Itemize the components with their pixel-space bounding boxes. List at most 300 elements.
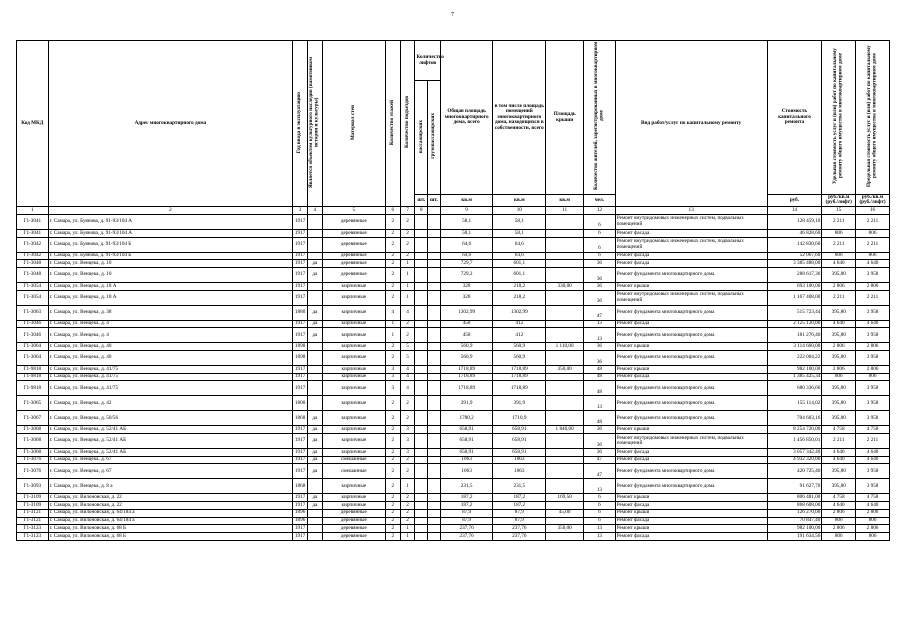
header-roof: Площадь крыши <box>546 41 584 195</box>
cell-floors: 2 <box>385 509 400 517</box>
cell-area-owned: 237,76 <box>493 532 546 540</box>
cell-kod: Г1-3076 <box>17 464 49 479</box>
table-row <box>17 328 890 343</box>
header-year: Год ввода в эксплуатацию <box>296 91 303 153</box>
cell-lifts-pass <box>415 494 428 502</box>
cell-area-total: 328 <box>440 282 493 290</box>
cell-works: Ремонт фасада <box>615 449 767 457</box>
cell-area-owned: 658,91 <box>493 434 546 449</box>
cell-floors: 2 <box>385 260 400 268</box>
cell-area-total: 58,1 <box>440 214 493 229</box>
cell-works: Ремонт крыши <box>615 494 767 502</box>
cell-entrances: 2 <box>400 517 415 525</box>
cell-wall: деревянные <box>322 237 385 252</box>
cell-year: 1868 <box>293 411 308 426</box>
cell-wall: смешанные <box>322 456 385 464</box>
cell-lifts-pass <box>415 290 428 305</box>
cell-roof <box>546 351 584 366</box>
cell-limit-cost: 2 211 <box>856 434 890 449</box>
cell-works: Ремонт крыши <box>615 366 767 374</box>
cell-roof: 169,50 <box>546 494 584 502</box>
header-area-owned: в том числе площадь помещений многоквартирного дома, находящихся в собственности, всего <box>493 41 546 195</box>
cell-residents: 6 <box>584 252 616 260</box>
cell-year: 1917 <box>293 434 308 449</box>
cell-floors: 2 <box>385 517 400 525</box>
cell-limit-cost: 2 806 <box>856 525 890 533</box>
cell-area-owned: 237,76 <box>493 525 546 533</box>
cell-year: 1917 <box>293 290 308 305</box>
cell-year: 1896 <box>293 509 308 517</box>
cell-entrances: 1 <box>400 282 415 290</box>
cell-kod: Г1-3064 <box>17 351 49 366</box>
cell-lifts-cargo <box>428 351 441 366</box>
cell-residents: 6 <box>584 509 616 517</box>
cell-area-owned: 412 <box>493 328 546 343</box>
cell-entrances: 1 <box>400 532 415 540</box>
cell-entrances: 4 <box>400 366 415 374</box>
table-row <box>17 479 890 494</box>
cell-entrances: 2 <box>400 396 415 411</box>
unit-limit-cost: руб./кв.м (руб./лифт) <box>856 195 890 207</box>
cell-entrances: 3 <box>400 434 415 449</box>
cell-area-total: 187,2 <box>440 502 493 510</box>
table-row <box>17 290 890 305</box>
cell-lifts-cargo <box>428 343 441 351</box>
cell-kod: Г1-9818 <box>17 373 49 381</box>
cell-wall: кирпичные <box>322 479 385 494</box>
cell-area-owned: 1063 <box>493 456 546 464</box>
cell-area-owned: 1063 <box>493 464 546 479</box>
cell-kod: Г1-3048 <box>17 267 49 282</box>
cell-area-owned: 1718,89 <box>493 381 546 396</box>
cell-limit-cost: 3 958 <box>856 411 890 426</box>
cell-cost: 680 336,66 <box>767 381 822 396</box>
cell-lifts-cargo <box>428 456 441 464</box>
cell-lifts-cargo <box>428 464 441 479</box>
cell-floors: 2 <box>385 456 400 464</box>
cell-residents: 48 <box>584 411 616 426</box>
cell-entrances: 3 <box>400 426 415 434</box>
cell-limit-cost: 3 958 <box>856 381 890 396</box>
cell-unit-cost: 395,80 <box>822 267 856 282</box>
cell-lifts-cargo <box>428 305 441 320</box>
cell-area-total: 1063 <box>440 464 493 479</box>
cell-lifts-pass <box>415 373 428 381</box>
cell-address: г. Самара, ул. Венцека, д. 52/41 АБ <box>48 449 293 457</box>
cell-area-total: 328 <box>440 290 493 305</box>
cell-kod: Г1-3041 <box>17 214 49 229</box>
cell-kod: Г1-3054 <box>17 282 49 290</box>
cell-heritage <box>307 381 322 396</box>
cell-year: 1917 <box>293 532 308 540</box>
cell-unit-cost: 4 640 <box>822 449 856 457</box>
cell-lifts-pass <box>415 532 428 540</box>
cell-area-owned: 1302,99 <box>493 305 546 320</box>
header-heritage: Является объектом культурного наследия (памятником истории и культуры) <box>308 56 320 188</box>
cell-year: 1800 <box>293 396 308 411</box>
cell-heritage <box>307 479 322 494</box>
cell-works: Ремонт фасада <box>615 502 767 510</box>
cell-wall: кирпичные <box>322 434 385 449</box>
cell-lifts-pass <box>415 320 428 328</box>
cell-works: Ремонт фасада <box>615 456 767 464</box>
cell-wall: кирпичные <box>322 351 385 366</box>
cell-lifts-pass <box>415 343 428 351</box>
cell-floors: 2 <box>385 426 400 434</box>
cell-unit-cost: 806 <box>822 252 856 260</box>
cell-roof <box>546 381 584 396</box>
cell-unit-cost: 395,80 <box>822 464 856 479</box>
cell-address: г. Самара, ул. Буянова, д. 91-93/104 А <box>48 214 293 229</box>
cell-address: г. Самара, ул. Венцека, д. 8 а <box>48 479 293 494</box>
cell-wall: кирпичные <box>322 320 385 328</box>
cell-lifts-pass <box>415 464 428 479</box>
cell-wall: кирпичные <box>322 343 385 351</box>
cell-cost: 515 723,44 <box>767 305 822 320</box>
cell-cost: 1 167 408,00 <box>767 290 822 305</box>
cell-unit-cost: 395,80 <box>822 479 856 494</box>
cell-kod: Г1-3046 <box>17 328 49 343</box>
cell-works: Ремонт фундамента многоквартирного дома <box>615 479 767 494</box>
cell-roof: 350,00 <box>546 525 584 533</box>
cell-unit-cost: 4 640 <box>822 260 856 268</box>
cell-address: г. Самара, ул. Венцека, д. 40 <box>48 351 293 366</box>
cell-limit-cost: 3 958 <box>856 396 890 411</box>
cell-entrances: 2 <box>400 411 415 426</box>
cell-unit-cost: 4 640 <box>822 456 856 464</box>
cell-roof <box>546 290 584 305</box>
cell-limit-cost: 3 958 <box>856 328 890 343</box>
cell-area-owned: 58,1 <box>493 214 546 229</box>
cell-works: Ремонт фундамента многоквартирного дома <box>615 396 767 411</box>
cell-limit-cost: 2 806 <box>856 366 890 374</box>
cell-entrances: 2 <box>400 502 415 510</box>
cell-kod: Г1-3067 <box>17 411 49 426</box>
cell-unit-cost: 2 211 <box>822 290 856 305</box>
cell-year: 1917 <box>293 426 308 434</box>
cell-wall: деревянные <box>322 260 385 268</box>
cell-residents: 36 <box>584 434 616 449</box>
cell-floors: 2 <box>385 525 400 533</box>
cell-unit-cost: 395,80 <box>822 411 856 426</box>
table-body <box>17 214 890 540</box>
unit-unit-cost: руб./кв.м (руб./лифт) <box>822 195 856 207</box>
cell-heritage: да <box>307 434 322 449</box>
table-row <box>17 426 890 434</box>
cell-lifts-pass <box>415 351 428 366</box>
cell-residents: 6 <box>584 494 616 502</box>
cell-heritage <box>307 351 322 366</box>
cell-roof <box>546 373 584 381</box>
cell-works: Ремонт внутридомовых инженерных систем, подвальных помещений <box>615 237 767 252</box>
table-row <box>17 252 890 260</box>
cell-cost: 3 114 660,00 <box>767 343 822 351</box>
cell-limit-cost: 3 958 <box>856 305 890 320</box>
cell-area-total: 64,6 <box>440 252 493 260</box>
cell-floors: 2 <box>385 282 400 290</box>
cell-heritage <box>307 532 322 540</box>
cell-floors: 1 <box>385 320 400 328</box>
cell-kod: Г1-3123 <box>17 525 49 533</box>
cell-roof: 330,00 <box>546 282 584 290</box>
cell-unit-cost: 2 806 <box>822 525 856 533</box>
cell-entrances: 2 <box>400 229 415 237</box>
cell-unit-cost: 2 806 <box>822 343 856 351</box>
cell-lifts-cargo <box>428 532 441 540</box>
cell-lifts-pass <box>415 396 428 411</box>
cell-wall: деревянные <box>322 517 385 525</box>
cell-heritage: да <box>307 260 322 268</box>
cell-entrances: 1 <box>400 479 415 494</box>
cell-area-total: 1718,89 <box>440 373 493 381</box>
cell-wall: деревянные <box>322 214 385 229</box>
cell-area-owned: 218,2 <box>493 282 546 290</box>
cell-year: 1898 <box>293 351 308 366</box>
cell-year: 1917 <box>293 373 308 381</box>
cell-works: Ремонт фасада <box>615 252 767 260</box>
cell-works: Ремонт крыши <box>615 525 767 533</box>
header-cost: Стоимость капитального ремонта <box>767 41 822 195</box>
cell-lifts-cargo <box>428 282 441 290</box>
header-unit-cost: Удельная стоимость услуг и (или) работ по капитальному ремонту общего имущества в многоквартирном доме <box>832 48 844 185</box>
cell-residents: 48 <box>584 381 616 396</box>
colnum: 2 <box>48 206 293 214</box>
cell-works: Ремонт крыши <box>615 282 767 290</box>
cell-roof <box>546 517 584 525</box>
table-row <box>17 351 890 366</box>
cell-floors: 2 <box>385 267 400 282</box>
cell-cost: 3 057 342,40 <box>767 449 822 457</box>
colnum: 1 <box>17 206 49 214</box>
cell-lifts-cargo <box>428 411 441 426</box>
cell-works: Ремонт фундамента многоквартирного дома <box>615 267 767 282</box>
cell-cost: 420 725,40 <box>767 464 822 479</box>
header-lifts: Количество лифтов <box>415 41 440 81</box>
cell-year: 1917 <box>293 449 308 457</box>
cell-lifts-cargo <box>428 237 441 252</box>
colnum: 6 <box>385 206 400 214</box>
cell-floors: 3 <box>385 373 400 381</box>
colnum: 5 <box>322 206 385 214</box>
cell-heritage <box>307 517 322 525</box>
cell-works: Ремонт фундамента многоквартирного дома <box>615 328 767 343</box>
cell-unit-cost: 4 640 <box>822 502 856 510</box>
cell-heritage: да <box>307 305 322 320</box>
header-limit-cost: Предельная стоимость услуг и (или) работ по капитальному ремонту общего имущества в многоквартирном доме <box>866 45 878 188</box>
cell-residents: 36 <box>584 426 616 434</box>
colnum <box>428 206 441 214</box>
cell-kod: Г1-3076 <box>17 456 49 464</box>
cell-lifts-pass <box>415 282 428 290</box>
cell-kod: Г1-3063 <box>17 305 49 320</box>
cell-kod: Г1-3068 <box>17 449 49 457</box>
cell-area-owned: 187,2 <box>493 502 546 510</box>
unit-lifts-cargo: шт. <box>428 195 441 207</box>
cell-area-total: 87,9 <box>440 517 493 525</box>
cell-floors: 2 <box>385 351 400 366</box>
cell-lifts-pass <box>415 214 428 229</box>
cell-cost: 191 634,56 <box>767 532 822 540</box>
cell-floors: 2 <box>385 464 400 479</box>
cell-heritage: да <box>307 456 322 464</box>
cell-lifts-pass <box>415 434 428 449</box>
cell-year: 1917 <box>293 456 308 464</box>
cell-roof <box>546 464 584 479</box>
cell-entrances: 1 <box>400 525 415 533</box>
cell-residents: 13 <box>584 320 616 328</box>
cell-area-owned: 231,5 <box>493 479 546 494</box>
cell-limit-cost: 4 640 <box>856 449 890 457</box>
cell-address: г. Самара, ул. Венцека, д. 52/41 АБ <box>48 426 293 434</box>
cell-wall: кирпичные <box>322 373 385 381</box>
table-row <box>17 502 890 510</box>
cell-residents: 13 <box>584 328 616 343</box>
cell-heritage: да <box>307 328 322 343</box>
cell-area-owned: 87,9 <box>493 509 546 517</box>
cell-lifts-cargo <box>428 449 441 457</box>
colnum: 16 <box>856 206 890 214</box>
cell-year: 1880 <box>293 305 308 320</box>
cell-lifts-cargo <box>428 396 441 411</box>
cell-entrances: 5 <box>400 343 415 351</box>
cell-unit-cost: 2 211 <box>822 237 856 252</box>
cell-address: г. Самара, ул. Венцека, д. 50/56 <box>48 411 293 426</box>
cell-year: 1917 <box>293 229 308 237</box>
unit-roof: кв.м <box>546 195 584 207</box>
cell-wall: деревянные <box>322 267 385 282</box>
cell-floors: 2 <box>385 252 400 260</box>
cell-floors: 2 <box>385 479 400 494</box>
cell-address: г. Самара, ул. Венцека, д. 40 <box>48 343 293 351</box>
colnum: 15 <box>822 206 856 214</box>
cell-year: 1896 <box>293 517 308 525</box>
cell-address: г. Самара, ул. Буянова, д. 91-93/104 Б <box>48 237 293 252</box>
cell-residents: 36 <box>584 260 616 268</box>
cell-address: г. Самара, ул. Венцека, д. 41/75 <box>48 373 293 381</box>
cell-cost: 222 004,22 <box>767 351 822 366</box>
cell-roof <box>546 502 584 510</box>
cell-works: Ремонт крыши <box>615 509 767 517</box>
cell-heritage <box>307 509 322 517</box>
cell-cost: 181 276,40 <box>767 328 822 343</box>
cell-wall: кирпичные <box>322 502 385 510</box>
cell-year: 1917 <box>293 328 308 343</box>
cell-area-owned: 601,1 <box>493 267 546 282</box>
cell-works: Ремонт фасада <box>615 260 767 268</box>
cell-limit-cost: 3 958 <box>856 267 890 282</box>
table-row <box>17 343 890 351</box>
cell-wall: деревянные <box>322 252 385 260</box>
cell-kod: Г1-3042 <box>17 237 49 252</box>
cell-area-total: 729,7 <box>440 260 493 268</box>
cell-lifts-pass <box>415 267 428 282</box>
cell-kod: Г1-3068 <box>17 434 49 449</box>
cell-area-total: 658,91 <box>440 449 493 457</box>
cell-limit-cost: 2 806 <box>856 509 890 517</box>
cell-heritage <box>307 237 322 252</box>
cell-roof <box>546 229 584 237</box>
cell-entrances: 4 <box>400 305 415 320</box>
cell-lifts-pass <box>415 479 428 494</box>
cell-lifts-pass <box>415 237 428 252</box>
cell-floors: 2 <box>385 343 400 351</box>
cell-lifts-pass <box>415 252 428 260</box>
cell-heritage: да <box>307 426 322 434</box>
cell-entrances: 1 <box>400 290 415 305</box>
colnum: 3 <box>293 206 308 214</box>
cell-entrances: 2 <box>400 214 415 229</box>
cell-address: г. Самара, ул. Вилоновская, д. 68 Б <box>48 532 293 540</box>
header-entrances: Количество подъездов <box>403 96 410 149</box>
cell-area-owned: 187,2 <box>493 494 546 502</box>
cell-lifts-cargo <box>428 252 441 260</box>
cell-works: Ремонт фасада <box>615 229 767 237</box>
cell-roof <box>546 456 584 464</box>
cell-entrances: 2 <box>400 237 415 252</box>
cell-residents: 6 <box>584 229 616 237</box>
cell-lifts-cargo <box>428 381 441 396</box>
cell-residents: 6 <box>584 517 616 525</box>
table-row <box>17 517 890 525</box>
cell-wall: кирпичные <box>322 290 385 305</box>
cell-area-total: 658,91 <box>440 426 493 434</box>
cell-entrances: 2 <box>400 328 415 343</box>
cell-wall: деревянные <box>322 532 385 540</box>
cell-year: 1917 <box>293 494 308 502</box>
cell-limit-cost: 2 211 <box>856 290 890 305</box>
cell-area-owned: 1710,9 <box>493 411 546 426</box>
cell-area-owned: 1718,89 <box>493 366 546 374</box>
cell-heritage: да <box>307 449 322 457</box>
cell-lifts-cargo <box>428 426 441 434</box>
cell-lifts-pass <box>415 260 428 268</box>
cell-address: г. Самара, ул. Вилоновская, д. 68 Б <box>48 525 293 533</box>
cell-unit-cost: 2 806 <box>822 282 856 290</box>
header-lifts-cargo: грузопассажирских <box>430 113 437 160</box>
column-number-row <box>17 206 890 214</box>
colnum: 4 <box>307 206 322 214</box>
header-lifts-pass: пассажирских <box>417 119 424 153</box>
cell-cost: 693 100,00 <box>767 282 822 290</box>
cell-area-total: 64,6 <box>440 237 493 252</box>
cell-works: Ремонт фундамента многоквартирного дома <box>615 411 767 426</box>
cell-cost: 126 270,00 <box>767 509 822 517</box>
cell-residents: 36 <box>584 351 616 366</box>
cell-address: г. Самара, ул. Вилоновская, д. 22 <box>48 502 293 510</box>
cell-kod: Г1-3109 <box>17 494 49 502</box>
cell-works: Ремонт фасада <box>615 320 767 328</box>
unit-area-owned: кв.м <box>493 195 546 207</box>
cell-lifts-cargo <box>428 525 441 533</box>
cell-cost: 128 459,10 <box>767 214 822 229</box>
cell-residents: 47 <box>584 305 616 320</box>
cell-residents: 36 <box>584 290 616 305</box>
cell-area-total: 237,76 <box>440 525 493 533</box>
cell-wall: кирпичные <box>322 411 385 426</box>
cell-cost: 8 254 720,00 <box>767 426 822 434</box>
cell-year: 1917 <box>293 525 308 533</box>
cell-roof <box>546 260 584 268</box>
cell-residents: 36 <box>584 343 616 351</box>
cell-wall: кирпичные <box>322 381 385 396</box>
cell-year: 1917 <box>293 464 308 479</box>
cell-roof: 350,00 <box>546 366 584 374</box>
colnum: 9 <box>440 206 493 214</box>
table-row <box>17 396 890 411</box>
cell-residents: 36 <box>584 449 616 457</box>
cell-unit-cost: 806 <box>822 532 856 540</box>
cell-unit-cost: 806 <box>822 229 856 237</box>
